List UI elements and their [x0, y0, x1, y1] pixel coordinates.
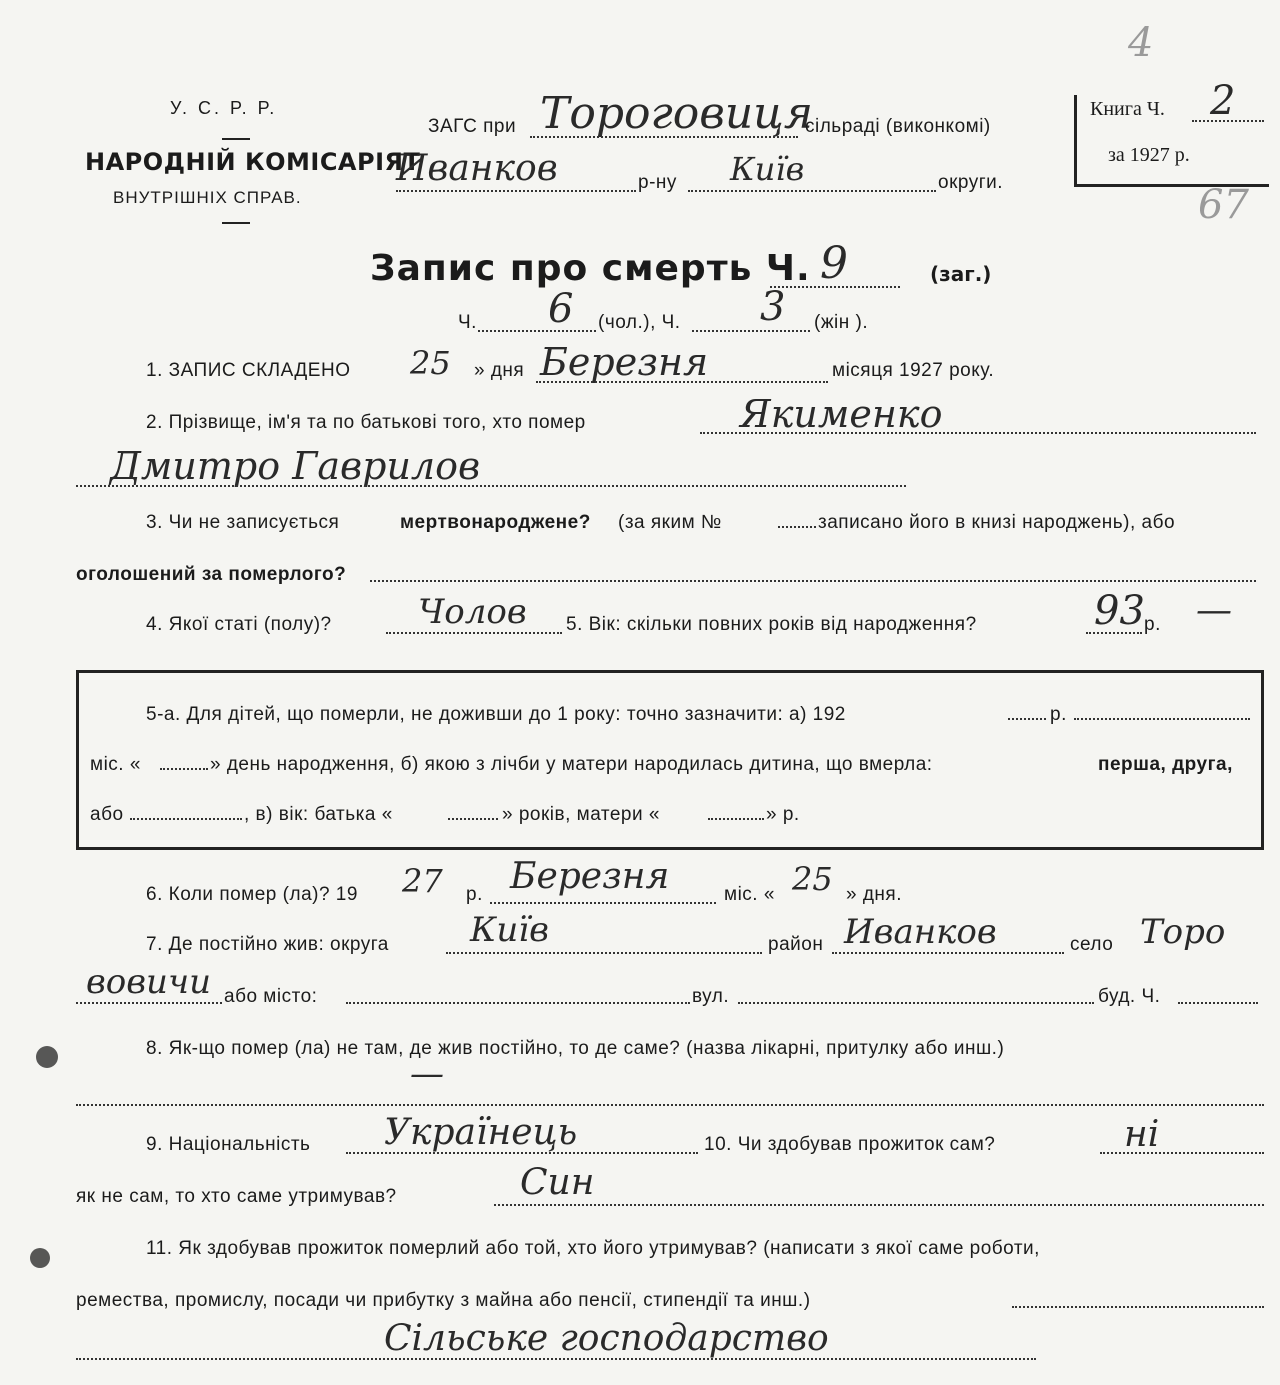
field3-bold-b: оголошений за померлого? [76, 564, 347, 585]
field1-label: 1. ЗАПИС СКЛАДЕНО [146, 360, 351, 381]
field5a-line3-d: » р. [766, 804, 800, 825]
field10-label: 10. Чи здобував прожиток сам? [704, 1134, 996, 1155]
book-year: за 1927 р. [1108, 144, 1190, 166]
field4-label: 4. Якої статі (полу)? [146, 614, 332, 635]
field10-handwritten: ні [1124, 1114, 1160, 1155]
commissariat-title: НАРОДНІЙ КОМІСАРІЯТ [85, 148, 421, 176]
field3-text-c: записано його в книзі народжень), або [818, 512, 1176, 533]
field7-raion-handwritten: Иванков [844, 912, 997, 952]
district-handwritten: Иванков [396, 148, 558, 189]
field5a-line3-b: , в) вік: батька « [244, 804, 393, 825]
field6-year-handwritten: 27 [402, 862, 443, 900]
field7-raion: район [768, 934, 824, 955]
field1-tail: місяця 1927 року. [832, 360, 995, 381]
field2-label: 2. Прізвище, ім'я та по батькові того, хто помер [146, 412, 586, 433]
field5-label: 5. Вік: скільки повних років від народження? [566, 614, 977, 635]
field3-bold-a: мертвонароджене? [400, 512, 591, 533]
field1-day-handwritten: 25 [410, 344, 451, 382]
field11-line2: ремества, промислу, посади чи прибутку з майна або пенсії, стипендії та инш.) [76, 1290, 811, 1311]
divider [222, 138, 250, 140]
department-label: ВНУТРІШНІХ СПРАВ. [113, 188, 302, 207]
field6-r: р. [466, 884, 483, 905]
field11-line1: 11. Як здобував прожиток померлий або той, хто його утримував? (написати з якої саме роботи, [146, 1238, 1040, 1259]
field8-label: 8. Як-що помер (ла) не там, де жив постійно, то де саме? (назва лікарні, притулку або инш.) [146, 1038, 1005, 1059]
punch-hole [36, 1046, 58, 1068]
record-number-handwritten: 9 [820, 238, 848, 289]
field7-okrug-handwritten: Київ [470, 910, 549, 950]
field7-selo: село [1070, 934, 1114, 955]
male-count-handwritten: 6 [548, 286, 574, 332]
field6-mis: міс. « [724, 884, 775, 905]
zags-suffix: сільраді (виконкомі) [805, 116, 991, 137]
field5a-line2-b: » день народження, б) якою з лічби у матери народилась дитина, що вмерла: [210, 754, 933, 775]
field10b-label: як не сам, то хто саме утримував? [76, 1186, 397, 1207]
field5a-line1-end: р. [1050, 704, 1067, 725]
field3-text-a: 3. Чи не записується [146, 512, 340, 533]
field6-tail: » дня. [846, 884, 902, 905]
field6-label: 6. Коли помер (ла)? 19 [146, 884, 358, 905]
total-label: (заг.) [930, 262, 992, 286]
field5a-line2-a: міс. « [90, 754, 141, 775]
field9-label: 9. Національність [146, 1134, 311, 1155]
book-number-handwritten: 2 [1210, 78, 1236, 124]
field5a-line2-bold: перша, друга, [1098, 754, 1233, 775]
field5a-line1: 5-а. Для дітей, що померли, не доживши до 1 року: точно зазначити: а) 192 [146, 704, 846, 725]
republic-label: У. С. Р. Р. [170, 98, 278, 118]
field7-misto: або місто: [224, 986, 318, 1007]
corner-mark-2: 67 [1198, 182, 1249, 228]
field7-label: 7. Де постійно жив: округа [146, 934, 389, 955]
field5a-line3-c: » років, матери « [502, 804, 660, 825]
male-label: (чол.), Ч. [598, 312, 681, 333]
corner-mark-1: 4 [1128, 20, 1154, 66]
field8-handwritten: — [410, 1054, 444, 1094]
field5a-line3-a: або [90, 804, 124, 825]
book-box-border [1074, 95, 1077, 185]
record-title: Запис про смерть Ч. [370, 248, 811, 289]
female-count-handwritten: 3 [760, 284, 786, 330]
zags-name-handwritten: Тороговиця [540, 88, 814, 139]
female-label: (жін ). [814, 312, 869, 333]
district-label: р-ну [638, 172, 677, 193]
field7-selo-handwritten-2: вовичи [86, 962, 211, 1002]
field5-unit: р. [1144, 614, 1161, 635]
male-prefix: Ч. [458, 312, 477, 333]
field6-month-handwritten: Березня [510, 856, 670, 897]
book-label: Книга Ч. [1090, 98, 1165, 120]
zags-prefix: ЗАГС при [428, 116, 517, 137]
field2-surname-handwritten: Якименко [740, 392, 943, 436]
divider [222, 222, 250, 224]
field5-dash: — [1196, 590, 1232, 631]
field3-text-b: (за яким № [618, 512, 722, 533]
field9-handwritten: Українець [384, 1112, 578, 1153]
field7-selo-handwritten: Торо [1140, 912, 1226, 952]
field5-age-handwritten: 93 [1094, 588, 1145, 634]
punch-hole [30, 1248, 50, 1268]
field11-handwritten: Сільське господарство [384, 1318, 829, 1359]
field6-day-handwritten: 25 [792, 860, 833, 898]
okrug-label: округи. [938, 172, 1004, 193]
field1-day-label: » дня [474, 360, 525, 381]
field7-bud: буд. Ч. [1098, 986, 1161, 1007]
field10b-handwritten: Син [520, 1162, 595, 1203]
field4-handwritten: Чолов [418, 592, 527, 632]
field1-month-handwritten: Березня [540, 340, 709, 384]
field2-name-handwritten: Дмитро Гаврилов [110, 444, 481, 488]
field7-vul: вул. [692, 986, 730, 1007]
okrug-handwritten: Київ [730, 150, 805, 188]
